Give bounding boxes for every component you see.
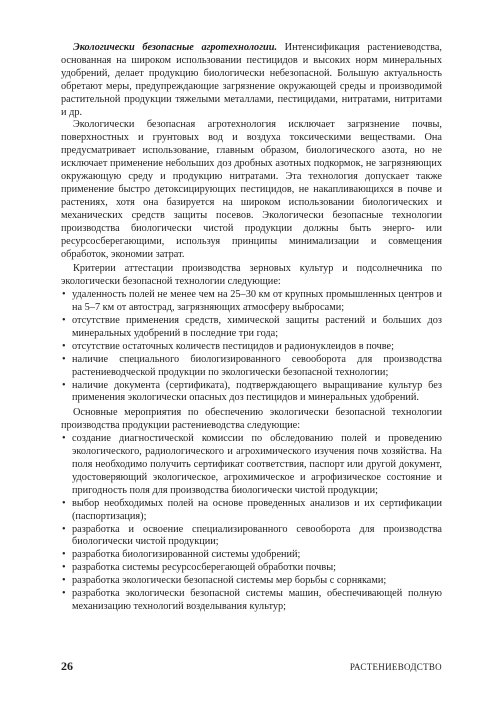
page-footer — [61, 659, 442, 674]
list-item: • разработка системы ресурсосберегающей обработки почвы; — [61, 562, 442, 575]
list-item: • создание диагностической комиссии по обследованию полей и проведению экологического, радиологического и агрохимического изучения почв хозяйства. На поля необходимо получить сертификат соответствия, паспорт или другой документ, удостоверяющий экологическое, агрохимическое и агрофизическое состояние и пригодность поля для производства биологически чистой продукции; — [61, 433, 442, 498]
criteria-list — [61, 289, 442, 405]
intro-text: Интенсификация растениеводства, основанная на широком использовании пестицидов и высоких норм минеральных удобрений, делает продукцию биологически небезопасной. Большую актуальность обретают меры, предупреждающие загрязнение окружающей среды и производимой растительной продукции тяжелыми металлами, пестицидами, нитратами, нитритами и др. — [61, 42, 443, 118]
paragraph-intro — [61, 42, 442, 119]
measures-list — [61, 433, 442, 614]
list-item: • разработка экологически безопасной системы машин, обеспечивающей полную механизацию технологий возделывания культур; — [61, 588, 442, 614]
paragraph-criteria-intro: Критерии аттестации производства зерновых культур и подсолнечника по экологически безопасной технологии следующие: — [61, 263, 442, 288]
list-item: • разработка и освоение специализированного севооборота для производства биологически чистой продукции; — [61, 524, 442, 550]
page-number: 26 — [61, 659, 73, 673]
list-item: • выбор необходимых полей на основе проведенных анализов и их сертификации (паспортизация); — [61, 498, 442, 524]
paragraph-technology: Экологически безопасная агротехнология исключает загрязнение почвы, поверхностных и грунтовых вод и воздуха токсическими веществами. Она предусматривает использование, главным образом, биологического азота, но не исключает применение небольших доз дробных азотных подкормок, не загрязняющих окружающую среду и продукцию нитратами. Эта технология допускает также применение быстро детоксицирующих пестицидов, не накапливающихся в почве и растениях, хотя она базируется на широком использовании биологических и механических средств защиты посевов. Экологически безопасные технологии производства биологически чистой продукции должны быть энерго- или ресурсосберегающими, используя принципы минимализации и совмещения обработок, экономии затрат. — [61, 119, 442, 260]
running-title: РАСТЕНИЕВОДСТВО — [349, 662, 442, 672]
list-item: • отсутствие остаточных количеств пестицидов и радионуклеидов в почве; — [61, 341, 442, 354]
paragraph-measures-intro: Основные мероприятия по обеспечению экологически безопасной технологии производства продукции растениеводства следующие: — [61, 407, 442, 432]
section-heading: Экологически безопасные агротехнологии. — [73, 42, 278, 53]
list-item: • удаленность полей не менее чем на 25–30 км от крупных промышленных центров и на 5–7 км от автострад, загрязняющих атмосферу выбросами; — [61, 289, 442, 315]
list-item: • отсутствие применения средств, химической защиты растений и больших доз минеральных удобрений в последние три года; — [61, 315, 442, 341]
list-item: • разработка экологически безопасной системы мер борьбы с сорняками; — [61, 575, 442, 588]
list-item: • разработка биологизированной системы удобрений; — [61, 549, 442, 562]
page-body — [61, 42, 442, 614]
list-item: • наличие специального биологизированного севооборота для производства растениеводческой продукции по экологически безопасной технологии; — [61, 354, 442, 380]
list-item: • наличие документа (сертификата), подтверждающего выращивание культур без применения экологически опасных доз пестицидов и минеральных удобрений. — [61, 380, 442, 406]
